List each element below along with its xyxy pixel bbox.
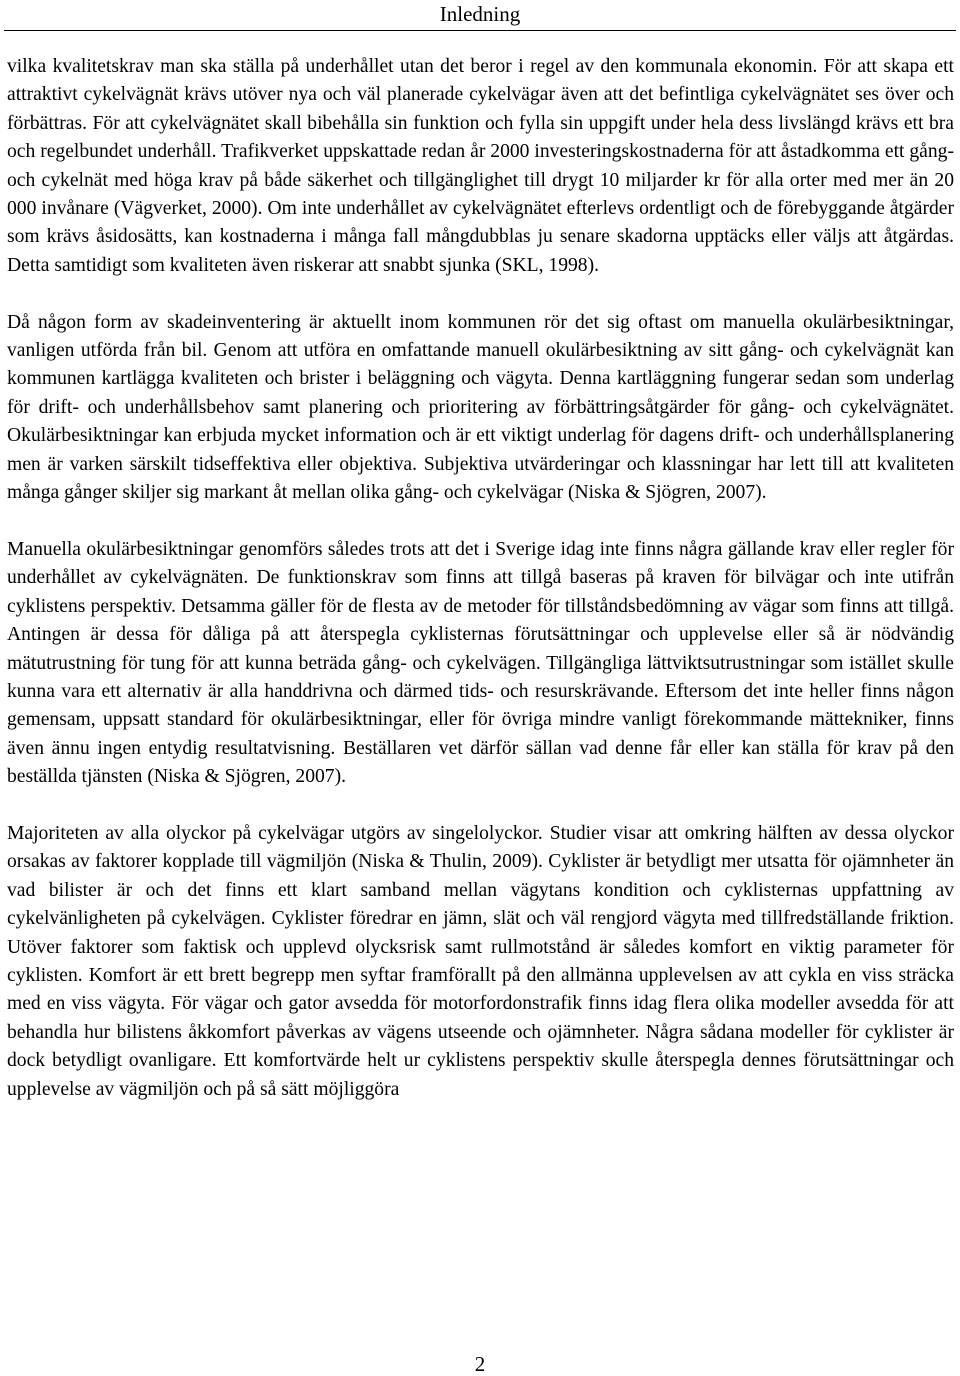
paragraph: Majoriteten av alla olyckor på cykelvägar utgörs av singelolyckor. Studier visar att omkring hälften av dessa olyckor orsakas av faktorer kopplade till vägmiljön (Niska & Thulin, 2009). Cyklister är betydligt mer utsatta för ojämnheter än vad bilister är och det finns ett klart samband mellan vägytans kondition och cyklisternas uppfattning av cykelvänligheten på cykelvägen. Cyklister föredrar en jämn, slät och väl rengjord vägyta med tillfredställande friktion. Utöver faktorer som faktisk och upplevd olycksrisk samt rullmotstånd är således komfort en viktig parameter för cyklisten. Komfort är ett brett begrepp men syftar framförallt på den allmänna upplevelsen av att cykla en viss sträcka med en viss vägyta. För vägar och gator avsedda för motorfordonstrafik finns idag flera olika modeller avsedda för att behandla hur bilistens åkkomfort påverkas av vägens utseende och ojämnheter. Några sådana modeller för cyklister är dock betydligt ovanligare. Ett komfortvärde helt ur cyklistens perspektiv skulle återspegla dennes förutsättningar och upplevelse av vägmiljön och på så sätt möjliggöra bbox=[7, 822, 954, 1100]
running-header bbox=[4, 0, 956, 31]
paragraph: vilka kvalitetskrav man ska ställa på underhållet utan det beror i regel av den kommunala ekonomin. För att skapa ett attraktivt cykelvägnät krävs utöver nya och väl planerade cykelvägar även att det befintliga cykelvägnätet ses över och förbättras. För att cykelvägnätet skall bibehålla sin funktion och fylla sin uppgift under hela dess livslängd krävs ett bra och regelbundet underhåll. Trafikverket uppskattade redan år 2000 investeringskostnaderna för att åstadkomma ett gång- och cykelnät med höga krav på både säkerhet och tillgänglighet till drygt 10 miljarder kr för alla orter med mer än 20 000 invånare (Vägverket, 2000). Om inte underhållet av cykelvägnätet efterlevs ordentligt och de förebyggande åtgärder som krävs åsidosätts, kan kostnaderna i många fall mångdubblas ju senare skadorna upptäcks eller väljs att åtgärdas. Detta samtidigt som kvaliteten även riskerar att snabbt sjunka (SKL, 1998). bbox=[7, 56, 954, 276]
header-title: Inledning bbox=[439, 2, 521, 26]
paragraph: Manuella okulärbesiktningar genomförs således trots att det i Sverige idag inte finns några gällande krav eller regler för underhållet av cykelvägnäten. De funktionskrav som finns att tillgå baseras på kraven för bilvägar och inte utifrån cyklistens perspektiv. Detsamma gäller för de flesta av de metoder för tillståndsbedömning av vägar som finns att tillgå. Antingen är dessa för dåliga på att återspegla cyklisternas förutsättningar och upplevelse eller så är nödvändig mätutrustning för tung för att kunna beträda gång- och cykelvägen. Tillgängliga lättviktsutrustningar som istället skulle kunna vara ett alternativ är alla handdrivna och därmed tids- och resurskrävande. Eftersom det inte heller finns någon gemensam, uppsatt standard för okulärbesiktningar, eller för övriga mindre vanligt förekommande mättekniker, finns även ännu ingen entydig resultatvisning. Beställaren vet därför sällan vad denne får eller kan ställa för krav på den beställda tjänsten (Niska & Sjögren, 2007). bbox=[7, 538, 954, 788]
paragraph: Då någon form av skadeinventering är aktuellt inom kommunen rör det sig oftast om manuella okulärbesiktningar, vanligen utförda från bil. Genom att utföra en omfattande manuell okulärbesiktning av sitt gång- och cykelvägnät kan kommunen kartlägga kvaliteten och brister i beläggning och vägyta. Denna kartläggning fungerar sedan som underlag för drift- och underhållsbehov samt planering och prioritering av förbättringsåtgärder för gång- och cykelvägnätet. Okulärbesiktningar kan erbjuda mycket information och är ett viktigt underlag för dagens drift- och underhållsplanering men är varken särskilt tidseffektiva eller objektiva. Subjektiva utvärderingar och klassningar har lett till att kvaliteten många gånger skiljer sig markant åt mellan olika gång- och cykelvägar (Niska & Sjögren, 2007). bbox=[7, 311, 954, 504]
body-text bbox=[7, 53, 954, 1132]
page-number: 2 bbox=[474, 1352, 486, 1376]
